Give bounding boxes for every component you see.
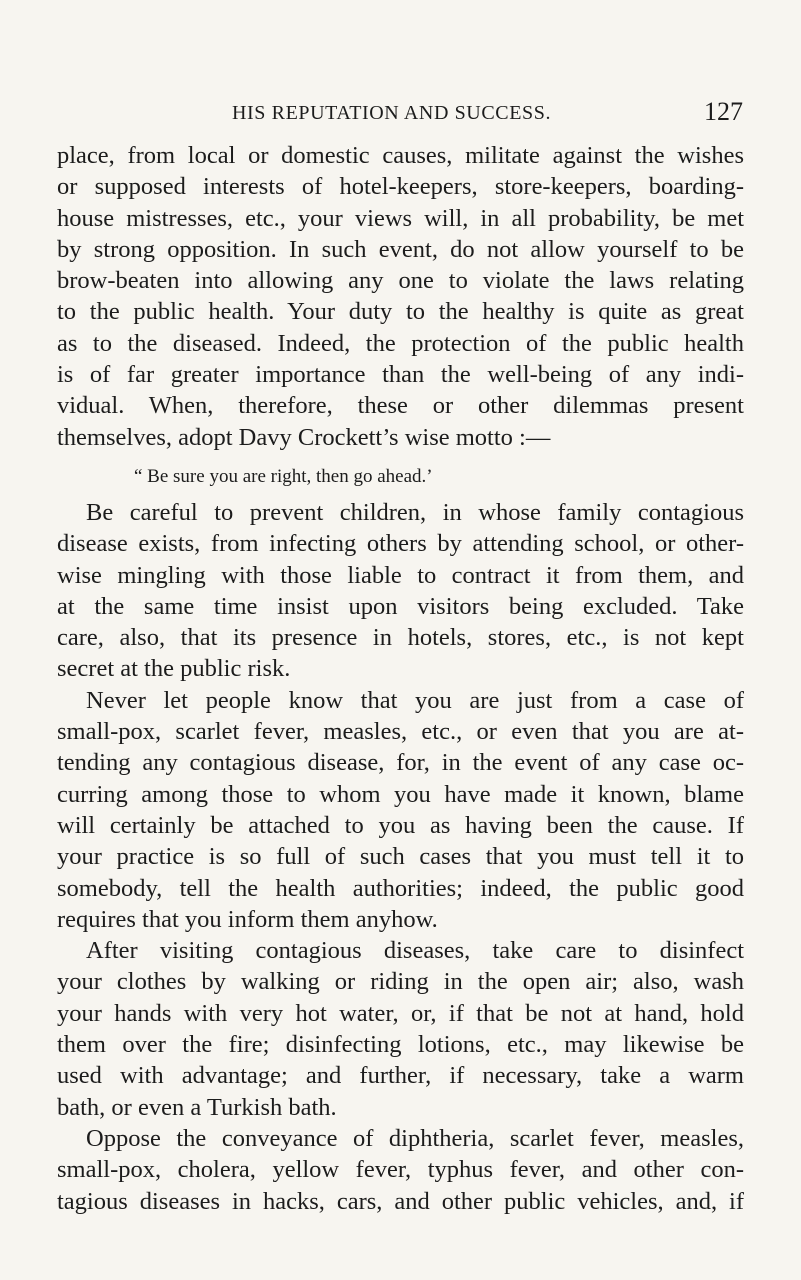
text-line: is of far greater importance than the well-being of any indi- — [57, 361, 744, 389]
text-line: Oppose the conveyance of diphtheria, scarlet fever, measles, — [86, 1124, 744, 1152]
paragraph — [57, 140, 744, 453]
text-line: small-pox, scarlet fever, measles, etc., or even that you are at- — [57, 718, 744, 746]
text-line: wise mingling with those liable to contract it from them, and — [57, 561, 744, 589]
text-line: or supposed interests of hotel-keepers, store-keepers, boarding- — [57, 173, 744, 201]
running-head: HIS REPUTATION AND SUCCESS. — [232, 102, 552, 124]
text-line: tending any contagious disease, for, in the event of any case oc- — [57, 749, 744, 777]
text-line: will certainly be attached to you as having been the cause. If — [57, 811, 744, 839]
text-line: to the public health. Your duty to the healthy is quite as great — [57, 298, 744, 326]
text-line: requires that you inform them anyhow. — [57, 905, 438, 933]
text-line: by strong opposition. In such event, do not allow yourself to be — [57, 235, 744, 263]
text-line: brow-beaten into allowing any one to violate the laws relating — [57, 267, 744, 295]
text-line: as to the diseased. Indeed, the protection of the public health — [57, 329, 744, 357]
paragraph — [57, 1123, 744, 1217]
text-line: vidual. When, therefore, these or other dilemmas present — [57, 392, 744, 420]
text-line: somebody, tell the health authorities; indeed, the public good — [57, 874, 744, 902]
text-line: After visiting contagious diseases, take care to disinfect — [86, 937, 744, 965]
page-number: 127 — [704, 97, 743, 126]
paragraph — [57, 935, 744, 1123]
text-line: curring among those to whom you have made it known, blame — [57, 780, 744, 808]
text-line: Be careful to prevent children, in whose family contagious — [86, 498, 744, 526]
text-line: your hands with very hot water, or, if that be not at hand, hold — [57, 999, 744, 1027]
text-line: your clothes by walking or riding in the open air; also, wash — [57, 968, 744, 996]
text-line: themselves, adopt Davy Crockett’s wise motto :— — [57, 423, 551, 451]
text-line: at the same time insist upon visitors being excluded. Take — [57, 592, 744, 620]
paragraph — [57, 685, 744, 935]
text-line: Never let people know that you are just from a case of — [86, 686, 744, 714]
text-line: bath, or even a Turkish bath. — [57, 1093, 337, 1121]
text-line: place, from local or domestic causes, militate against the wishes — [57, 142, 744, 169]
text-line: tagious diseases in hacks, cars, and other public vehicles, and, if — [57, 1187, 744, 1215]
text-line: disease exists, from infecting others by attending school, or other- — [57, 530, 744, 558]
body-text — [57, 140, 744, 1217]
text-line: your practice is so full of such cases that you must tell it to — [57, 843, 744, 871]
text-line: house mistresses, etc., your views will, in all probability, be met — [57, 204, 744, 232]
text-line: secret at the public risk. — [57, 655, 291, 683]
text-line: small-pox, cholera, yellow fever, typhus fever, and other con- — [57, 1156, 744, 1184]
paragraph — [57, 497, 744, 685]
quoted-motto: “ Be sure you are right, then go ahead.’ — [134, 465, 433, 487]
text-line: care, also, that its presence in hotels, stores, etc., is not kept — [57, 624, 744, 652]
text-line: used with advantage; and further, if necessary, take a warm — [57, 1062, 744, 1090]
text-line: them over the fire; disinfecting lotions, etc., may likewise be — [57, 1031, 744, 1059]
